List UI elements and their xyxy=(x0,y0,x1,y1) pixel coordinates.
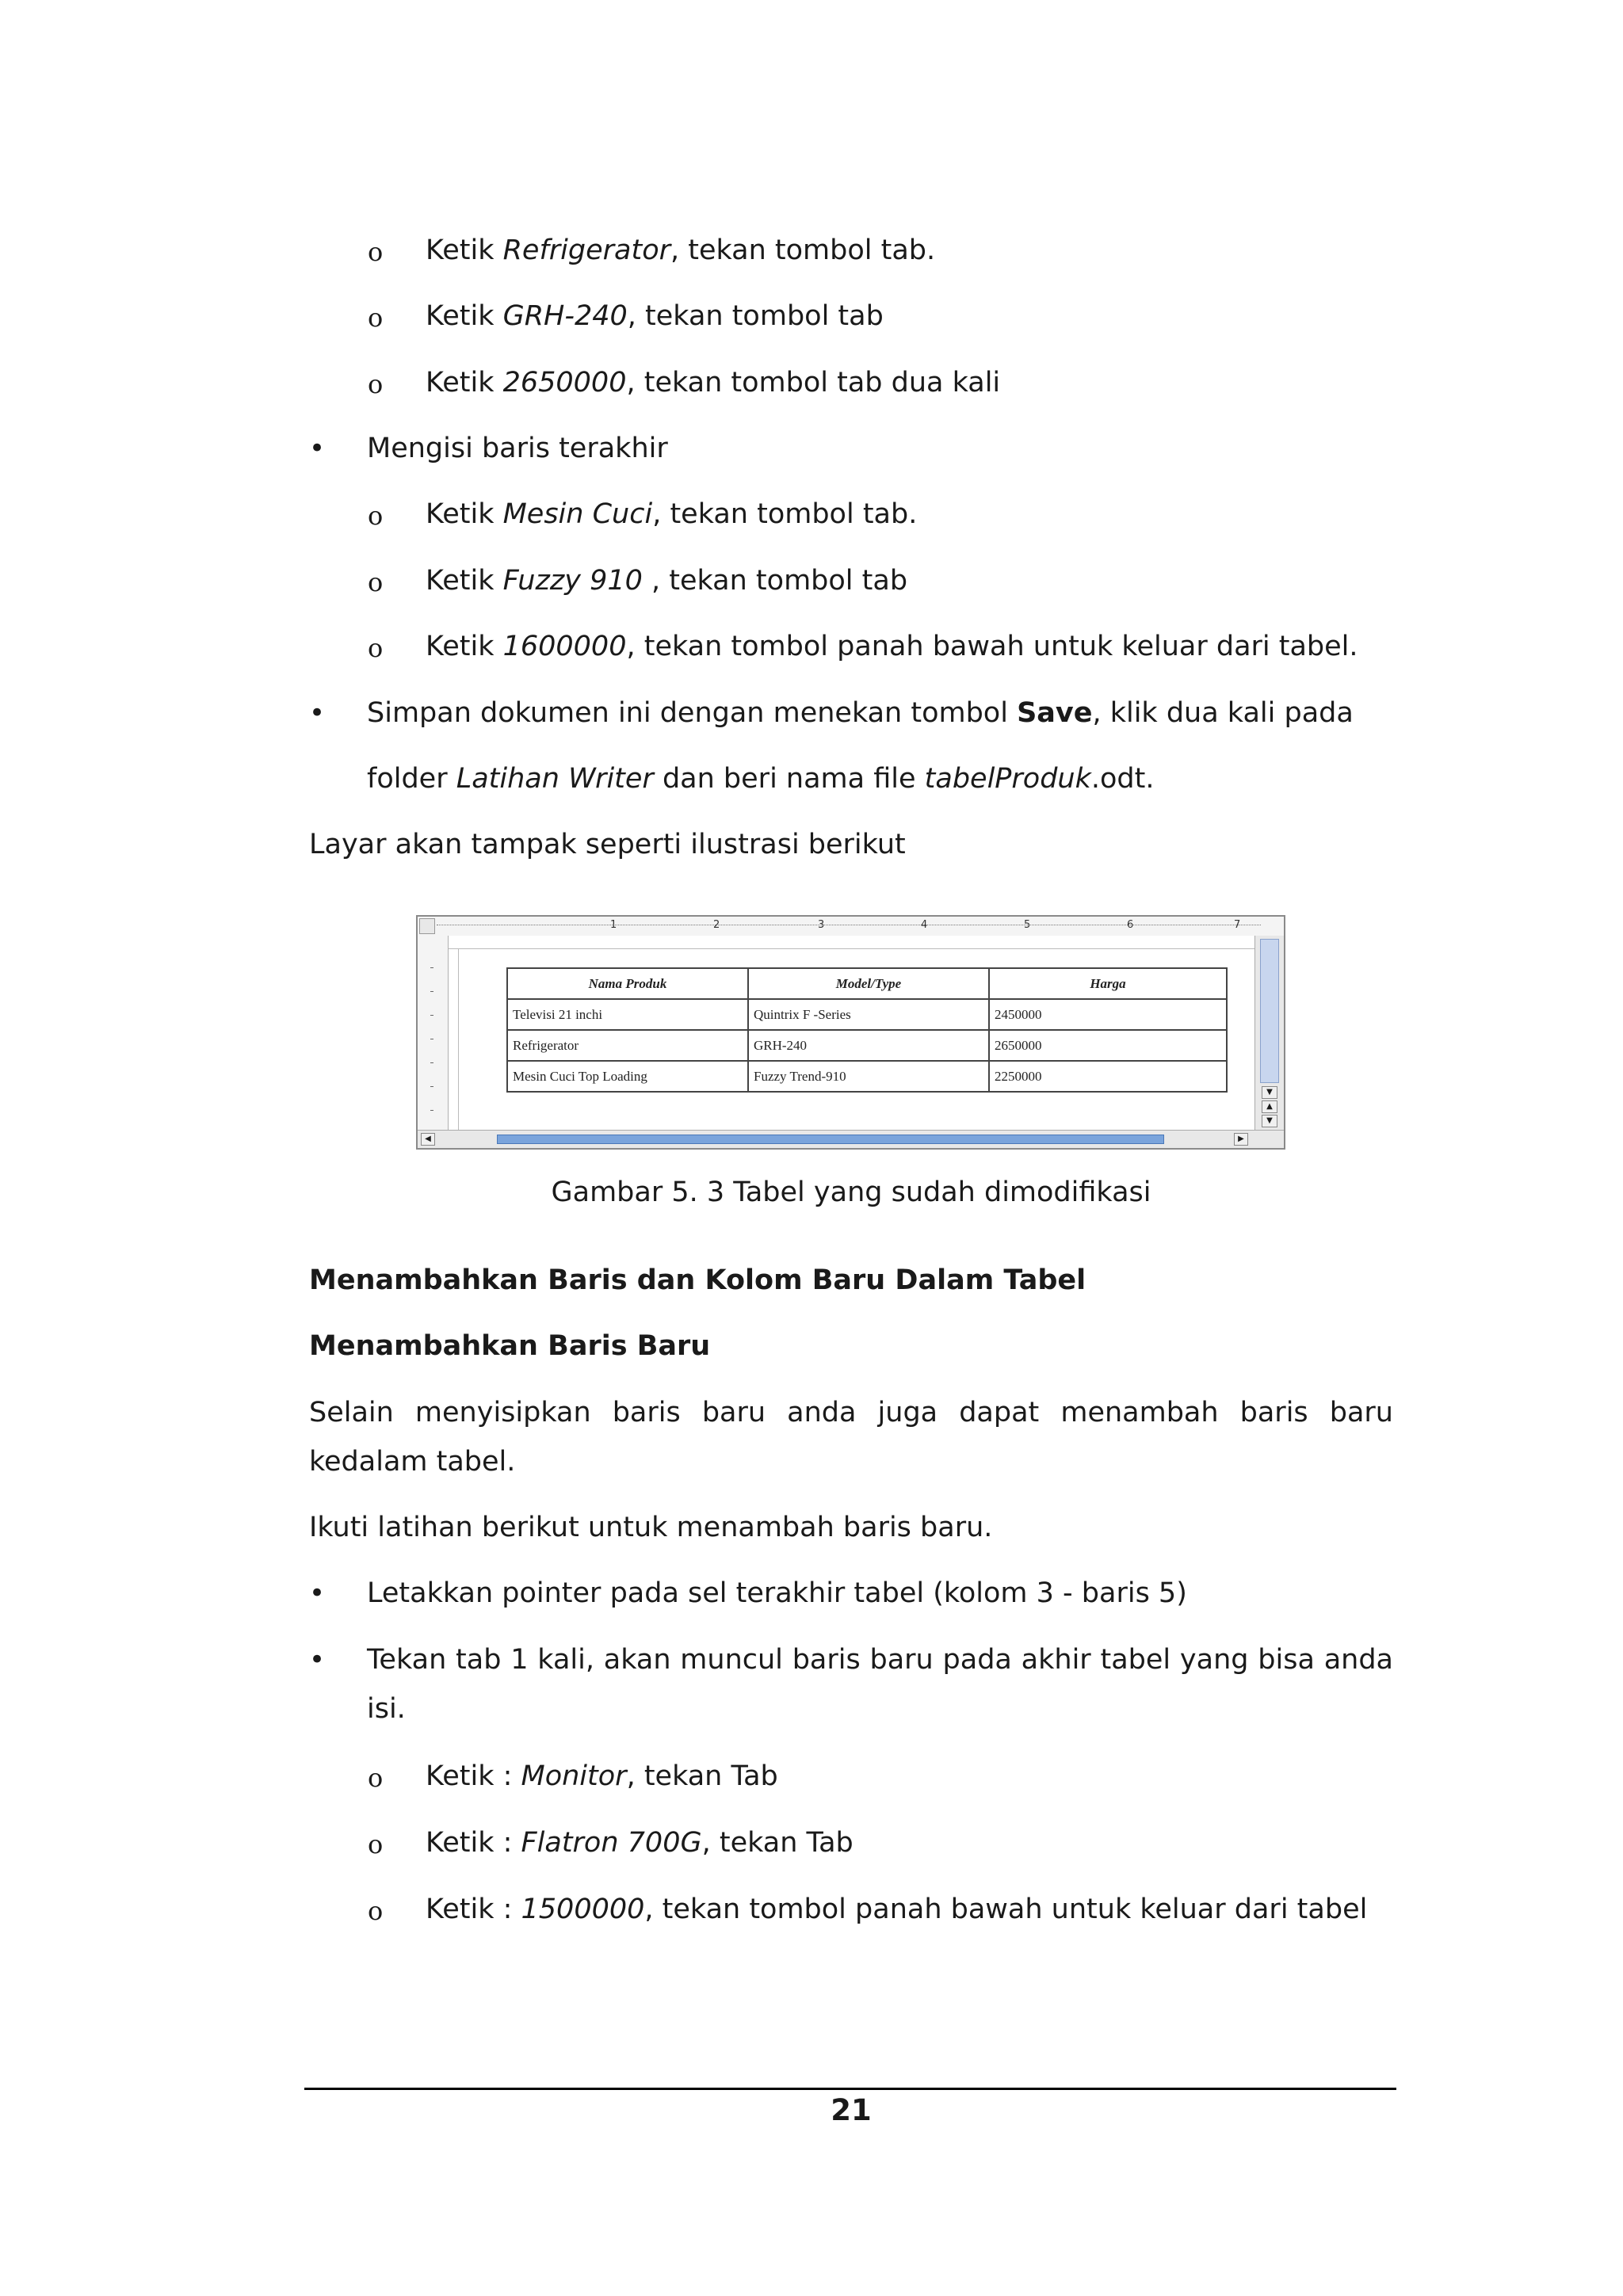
table-row xyxy=(507,1061,1227,1092)
ruler-number: 1 xyxy=(610,919,617,931)
paragraph: Selain menyisipkan baris baru anda juga dapat menambah baris baru kedalam tabel. xyxy=(309,1397,1393,1478)
ruler-number: 4 xyxy=(921,919,928,931)
horizontal-scrollbar xyxy=(418,1130,1285,1148)
sub-bullet-marker: o xyxy=(368,303,384,333)
list-item: Ketik 2650000, tekan tombol tab dua kali xyxy=(426,367,1001,399)
paragraph: Layar akan tampak seperti ilustrasi berikut xyxy=(309,829,906,860)
page-number: 21 xyxy=(831,2093,872,2127)
ruler-number: 6 xyxy=(1127,919,1134,931)
table-cell: 2450000 xyxy=(989,999,1227,1030)
subsection-heading: Menambahkan Baris Baru xyxy=(309,1330,711,1362)
tab-stop-icon xyxy=(419,918,435,934)
writer-screenshot-figure xyxy=(416,915,1285,1150)
scroll-right-icon: ▶ xyxy=(1234,1133,1248,1146)
list-item: Ketik Fuzzy 910 , tekan tombol tab xyxy=(426,565,908,597)
table-row xyxy=(507,1030,1227,1061)
scroll-left-icon: ◀ xyxy=(421,1133,435,1146)
scroll-down-icon: ▼ xyxy=(1262,1086,1277,1099)
table-cell: GRH-240 xyxy=(748,1030,989,1061)
list-item: Ketik : Flatron 700G, tekan Tab xyxy=(426,1827,854,1859)
paragraph: Ikuti latihan berikut untuk menambah baris baru. xyxy=(309,1512,993,1543)
bullet-marker: • xyxy=(309,697,326,729)
sub-bullet-marker: o xyxy=(368,237,384,267)
table-cell: Fuzzy Trend-910 xyxy=(748,1061,989,1092)
table-cell: Televisi 21 inchi xyxy=(507,999,748,1030)
table-cell: Quintrix F -Series xyxy=(748,999,989,1030)
table-cell: Refrigerator xyxy=(507,1030,748,1061)
sub-bullet-marker: o xyxy=(368,567,384,597)
ruler-number: 5 xyxy=(1024,919,1031,931)
list-item: Ketik : Monitor, tekan Tab xyxy=(426,1760,778,1792)
horizontal-ruler xyxy=(418,917,1285,936)
column-header: Model/Type xyxy=(748,968,989,999)
ruler-number: 7 xyxy=(1234,919,1241,931)
sub-bullet-marker: o xyxy=(368,1829,384,1859)
column-header: Harga xyxy=(989,968,1227,999)
list-item: Ketik GRH-240, tekan tombol tab xyxy=(426,300,884,332)
figure-caption: Gambar 5. 3 Tabel yang sudah dimodifikasi xyxy=(551,1177,1151,1208)
column-header: Nama Produk xyxy=(507,968,748,999)
page-down-icon: ▼ xyxy=(1262,1115,1277,1127)
sub-bullet-marker: o xyxy=(368,1763,384,1793)
scrollbar-thumb xyxy=(1260,939,1279,1083)
ruler-number: 3 xyxy=(818,919,825,931)
bullet-marker: • xyxy=(309,433,326,464)
table-cell: 2650000 xyxy=(989,1030,1227,1061)
section-heading: Menambahkan Baris dan Kolom Baru Dalam Tabel xyxy=(309,1264,1086,1296)
list-item: Ketik : 1500000, tekan tombol panah bawah untuk keluar dari tabel xyxy=(426,1894,1368,1925)
sub-bullet-marker: o xyxy=(368,1896,384,1926)
scrollbar-thumb xyxy=(497,1135,1164,1144)
product-table xyxy=(506,967,1228,1093)
table-row xyxy=(507,999,1227,1030)
bullet-marker: • xyxy=(309,1577,326,1609)
table-header-row xyxy=(507,968,1227,999)
sub-bullet-marker: o xyxy=(368,633,384,663)
bullet-item: Simpan dokumen ini dengan menekan tombol Save, klik dua kali pada xyxy=(367,697,1354,729)
bullet-item: Mengisi baris terakhir xyxy=(367,433,668,464)
ruler-number: 2 xyxy=(713,919,720,931)
bullet-item: Tekan tab 1 kali, akan muncul baris baru pada akhir tabel yang bisa anda isi. xyxy=(367,1644,1393,1725)
bullet-item-continuation: folder Latihan Writer dan beri nama file tabelProduk.odt. xyxy=(367,763,1155,795)
list-item: Ketik 1600000, tekan tombol panah bawah untuk keluar dari tabel. xyxy=(426,631,1358,662)
table-cell: 2250000 xyxy=(989,1061,1227,1092)
sub-bullet-marker: o xyxy=(368,369,384,399)
page-up-icon: ▲ xyxy=(1262,1100,1277,1113)
list-item: Ketik Refrigerator, tekan tombol tab. xyxy=(426,235,936,266)
vertical-scrollbar xyxy=(1254,936,1284,1132)
bullet-item: Letakkan pointer pada sel terakhir tabel (kolom 3 - baris 5) xyxy=(367,1577,1187,1609)
sub-bullet-marker: o xyxy=(368,501,384,531)
ruler-ticks xyxy=(437,925,1261,928)
vertical-ruler xyxy=(418,936,449,1132)
list-item: Ketik Mesin Cuci, tekan tombol tab. xyxy=(426,498,918,530)
footer-rule xyxy=(304,2088,1396,2090)
bullet-marker: • xyxy=(309,1644,326,1676)
table-cell: Mesin Cuci Top Loading xyxy=(507,1061,748,1092)
